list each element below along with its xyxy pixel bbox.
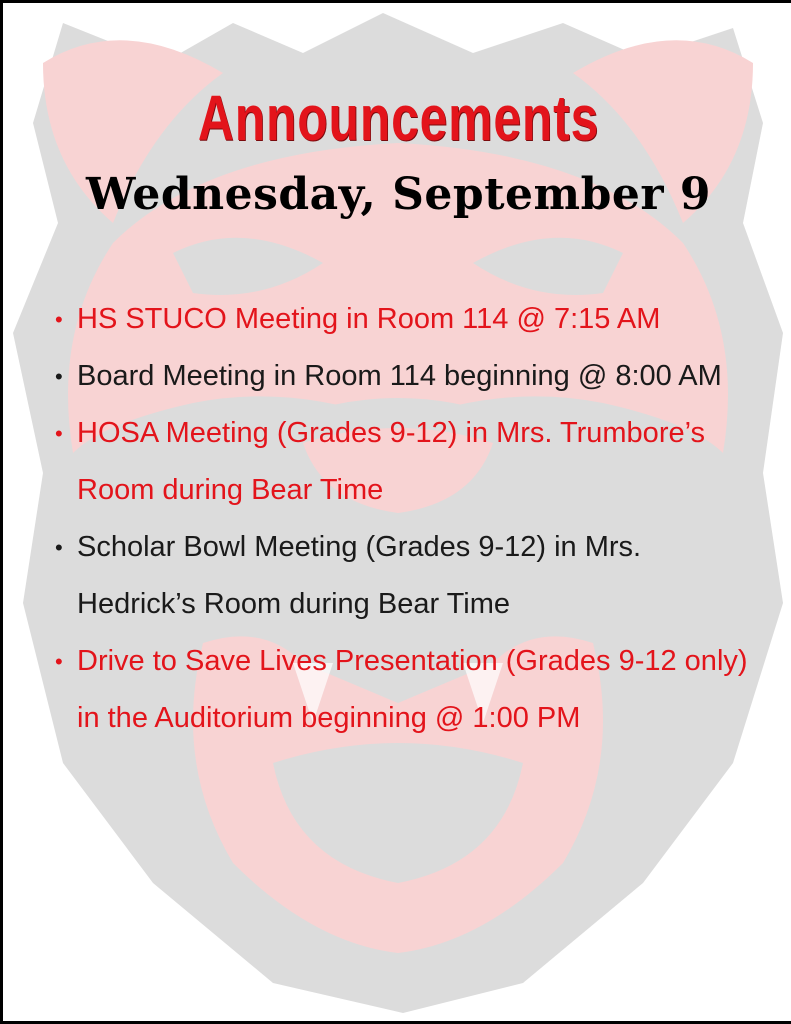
- bullet-icon: •: [55, 421, 63, 446]
- page-title: Announcements: [197, 82, 600, 154]
- bullet-icon: •: [55, 535, 63, 560]
- list-item: [55, 405, 755, 519]
- list-item: [55, 519, 755, 633]
- announcement-list: [55, 291, 755, 747]
- list-item: [55, 348, 755, 405]
- bullet-icon: •: [55, 307, 63, 332]
- list-item-text: Drive to Save Lives Presentation (Grades 9-12 only) in the Auditorium beginning @ 1:00 PM: [77, 645, 748, 734]
- list-item: [55, 291, 755, 348]
- bullet-icon: •: [55, 649, 63, 674]
- date-heading: Wednesday, September 9: [86, 169, 711, 220]
- list-item-text: Board Meeting in Room 114 beginning @ 8:00 AM: [77, 360, 722, 392]
- list-item-text: Scholar Bowl Meeting (Grades 9-12) in Mrs. Hedrick’s Room during Bear Time: [77, 531, 642, 620]
- list-item: [55, 633, 755, 747]
- list-item-text: HS STUCO Meeting in Room 114 @ 7:15 AM: [77, 303, 661, 335]
- list-item-text: HOSA Meeting (Grades 9-12) in Mrs. Trumbore’s Room during Bear Time: [77, 417, 706, 506]
- bullet-icon: •: [55, 364, 63, 389]
